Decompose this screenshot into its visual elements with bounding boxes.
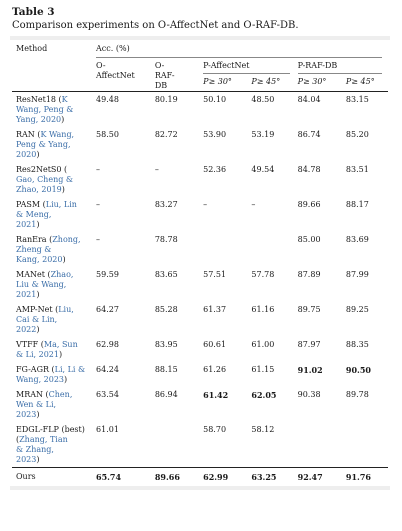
table-row [12,197,388,232]
method-name: ResNet18 ( [16,95,62,104]
method-cell [12,162,96,197]
header-o-rafdb: O- RAF- DB [154,61,175,90]
citation-link[interactable]: K Wang, Peng & Yang, 2020 [16,95,74,124]
method-tail: ) [36,455,40,464]
citation-link[interactable]: Zhao, Liu & Wang, 2021 [16,270,74,299]
method-name: Ours [16,472,36,481]
table-row [12,302,388,337]
table-body [12,92,388,487]
method-name: VTFF ( [16,340,44,349]
value-cell-p-raf30: 90.38 [297,390,321,399]
value-cell-p-aff30: 57.51 [203,270,227,279]
value-cell-o-raf: 83.95 [154,340,178,349]
method-tail: ) [36,220,40,229]
citation-link[interactable]: Gao, Cheng & Zhao, 2019 [16,175,74,194]
value-cell-o-aff: 59.59 [96,270,119,279]
value-cell-p-aff30: 61.26 [203,365,227,374]
method-cell [12,267,96,302]
value-cell-p-aff30: 52.36 [203,165,227,174]
header-p45-affectnet: P≥ 45° [251,77,281,86]
value-cell-p-raf30: 84.04 [297,95,321,104]
value-cell-o-raf: 88.15 [154,365,178,374]
value-cell-p-aff30: 61.42 [203,390,229,400]
table-row [12,267,388,302]
value-cell-p-raf45: 85.20 [345,130,369,139]
header-method: Method [16,44,48,53]
value-cell-p-raf45: 91.76 [345,472,371,482]
method-tail: ) [36,290,40,299]
citation-link[interactable]: Liu, Lin & Meng, 2021 [16,200,77,229]
value-cell-p-raf30: 84.78 [297,165,321,174]
header-acc: Acc. (%) [96,44,130,53]
value-cell-p-aff45: 61.16 [251,305,275,314]
method-name: Res2NetS0 ( [16,165,68,174]
value-cell-p-raf45: 90.50 [345,365,371,375]
method-tail: ) [61,185,65,194]
value-cell-o-aff: 61.01 [96,422,155,468]
header-o-affectnet: O- AffectNet [96,61,135,80]
value-cell-o-raf: 86.94 [154,390,178,399]
table-row [12,92,388,128]
value-cell-p-raf45: 89.25 [345,305,369,314]
value-cell-p-aff45: 62.05 [251,390,277,400]
value-cell-p-aff45 [251,232,297,267]
value-cell-o-aff: 64.24 [96,365,119,374]
table-row [12,422,388,468]
value-cell-o-raf: 82.72 [154,130,178,139]
value-cell-p-aff30: 58.70 [203,422,251,468]
value-cell-p-aff30: 53.90 [203,130,227,139]
header-p-affectnet: P-AffectNet [203,61,250,70]
citation-link[interactable]: Chen, Wen & Li, 2023 [16,390,73,419]
value-cell-p-raf30: 85.00 [297,235,321,244]
comparison-table [12,40,388,486]
value-cell-p-aff45: 49.54 [251,165,275,174]
citation-link[interactable]: Li, Li & Wang, 2023 [16,365,86,384]
value-cell-p-raf45: 83.15 [345,95,369,104]
value-cell-o-raf [155,422,203,468]
value-cell-o-aff: – [96,165,101,174]
header-p30-affectnet: P≥ 30° [203,77,232,86]
method-tail: ) [61,115,65,124]
table-row [12,232,388,267]
table-caption: Comparison experiments on O-AffectNet and O-RAF-DB. [12,20,299,31]
citation-link[interactable]: K Wang, Peng & Yang, 2020 [16,130,75,159]
method-tail: ) [36,150,40,159]
method-name: PASM ( [16,200,46,209]
method-cell [12,232,96,267]
table-row [12,387,388,422]
citation-link[interactable]: Ma, Sun & Li, 2021 [16,340,78,359]
method-cell [12,302,96,337]
table-row [12,362,388,387]
table-number: Table 3 [12,6,55,18]
method-tail: ) [58,350,63,359]
value-cell-p-raf30: 87.89 [297,270,321,279]
value-cell-o-aff: 65.74 [96,472,122,482]
value-cell-p-aff45: – [251,200,256,209]
value-cell-o-aff: 64.27 [96,305,119,314]
header-p45-rafdb: P≥ 45° [345,77,375,86]
value-cell-p-aff30: 62.99 [203,472,229,482]
value-cell-o-raf: 89.66 [154,472,180,482]
method-cell [12,92,96,128]
method-name: AMP-Net ( [16,305,59,314]
value-cell-p-raf30: 89.66 [297,200,321,209]
table-row [12,127,388,162]
value-cell-p-aff45: 53.19 [251,130,275,139]
citation-link[interactable]: Zhang, Tian & Zhang, 2023 [16,435,68,464]
method-tail: ) [64,375,68,384]
value-cell-p-raf45 [346,422,388,468]
value-cell-p-raf45: 83.51 [345,165,369,174]
value-cell-o-raf: 80.19 [154,95,178,104]
value-cell-p-raf45: 89.78 [345,390,369,399]
method-name: RanEra ( [16,235,53,244]
citation-link[interactable]: Zhong, Zheng & Kang, 2020 [16,235,81,264]
value-cell-o-raf: 78.78 [154,235,178,244]
value-cell-p-aff30: 50.10 [203,95,227,104]
method-cell [12,127,96,162]
method-cell [12,197,96,232]
header-p-rafdb: P-RAF-DB [297,61,338,70]
table-row [12,337,388,362]
table-row-ours [12,468,388,487]
value-cell-p-raf30 [298,422,346,468]
table-row [12,162,388,197]
method-name: EDGL-FLP (best) ( [16,425,85,444]
method-cell [12,337,96,362]
value-cell-o-aff: 62.98 [96,340,119,349]
method-cell [12,422,96,468]
value-cell-p-raf45: 83.69 [345,235,369,244]
method-tail: ) [36,410,40,419]
value-cell-p-raf30: 86.74 [297,130,321,139]
value-cell-p-aff30: 61.37 [203,305,227,314]
value-cell-o-aff: 58.50 [96,130,119,139]
value-cell-p-aff45: 61.00 [251,340,275,349]
value-cell-o-aff: 63.54 [96,390,119,399]
bottom-band [10,486,390,490]
value-cell-p-aff30 [203,232,251,267]
value-cell-p-raf45: 88.35 [345,340,369,349]
value-cell-o-raf: 83.27 [154,200,178,209]
method-name: FG-AGR ( [16,365,55,374]
method-name: RAN ( [16,130,41,139]
value-cell-p-raf45: 87.99 [345,270,369,279]
value-cell-p-raf30: 91.02 [297,365,323,375]
value-cell-p-aff45: 57.78 [251,270,275,279]
method-tail: ) [62,255,66,264]
value-cell-p-raf30: 87.97 [297,340,321,349]
value-cell-o-aff: – [96,200,101,209]
method-name: MRAN ( [16,390,49,399]
value-cell-p-aff45: 61.15 [251,365,275,374]
method-name: MANet ( [16,270,51,279]
value-cell-p-raf45: 88.17 [345,200,369,209]
value-cell-p-aff45: 63.25 [251,472,277,482]
value-cell-o-raf: – [154,165,159,174]
value-cell-p-raf30: 92.47 [297,472,323,482]
method-cell [12,362,96,387]
method-tail: ) [36,325,40,334]
citation-link[interactable]: Liu, Cai & Lin, 2022 [16,305,74,334]
value-cell-p-aff30: 60.61 [203,340,227,349]
value-cell-p-aff45: 48.50 [251,95,275,104]
value-cell-p-aff45: 58.12 [251,422,297,468]
value-cell-o-aff: – [96,235,101,244]
value-cell-o-raf: 83.65 [154,270,178,279]
value-cell-p-raf30: 89.75 [297,305,321,314]
value-cell-o-raf: 85.28 [154,305,178,314]
method-cell [12,387,96,422]
header-p30-rafdb: P≥ 30° [297,77,327,86]
value-cell-p-aff30: – [203,200,208,209]
value-cell-o-aff: 49.48 [96,95,119,104]
